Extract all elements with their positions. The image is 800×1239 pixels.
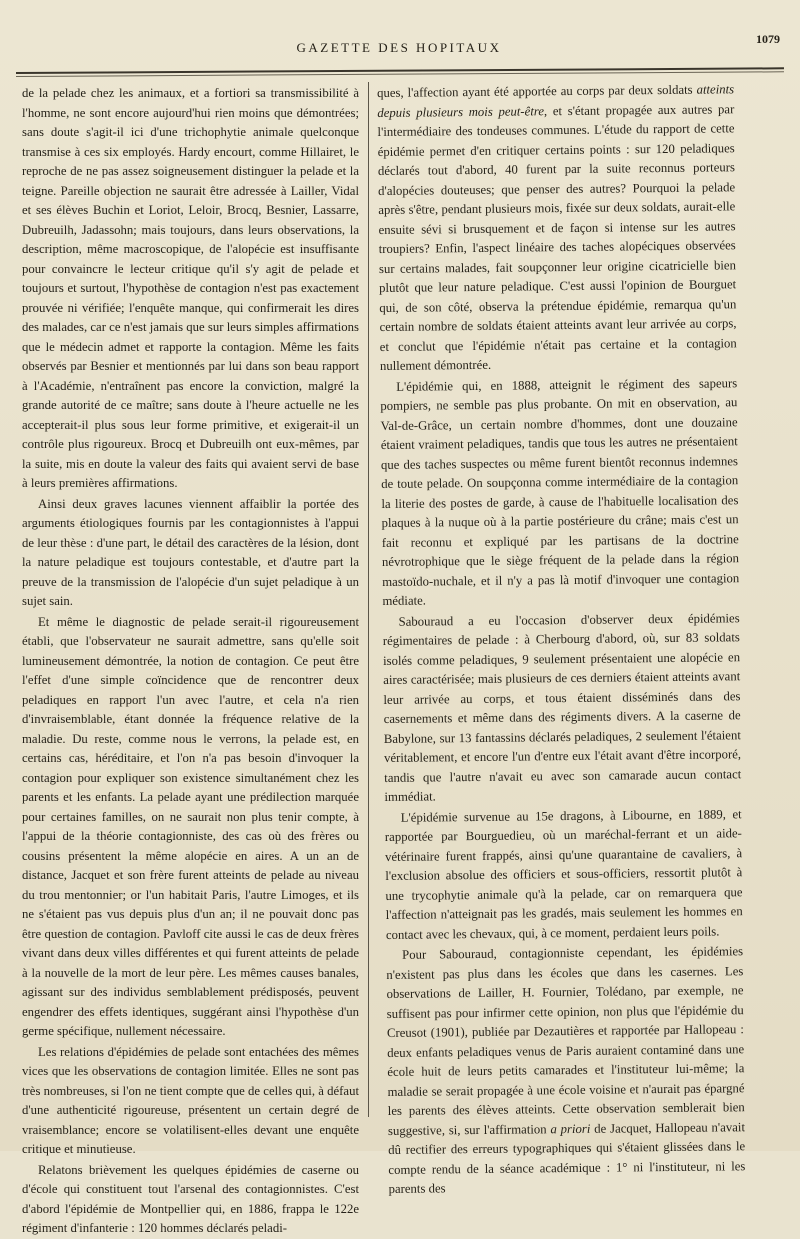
paragraph — [386, 942, 746, 1199]
paragraph: Ainsi deux graves lacunes viennent affaiblir la portée des arguments étiologiques fournis par les contagionnistes à l'appui de leur thèse : d'une part, le détail des caractères de la lésion, dont la nature peladique est toujours contestable, et d'autre part la preuve de la transmission de l'alopécie d'un sujet peladique à un sujet sain. — [22, 496, 359, 608]
italic-text: a priori — [550, 1121, 591, 1136]
running-title: GAZETTE DES HOPITAUX — [296, 40, 502, 55]
paragraph: Les relations d'épidémies de pelade sont entachées des mêmes vices que les observations de contagion limitée. Elles ne sont pas très nombreuses, si l'on ne tient compte que de celles qui, à défaut d'une authenticité rigoureuse, présentent un certain degré de vraisemblance; encore se volatilisent-elles devant une enquête critique et minutieuse. — [22, 1044, 359, 1156]
text-run: Pour Sabouraud, contagionniste cependant, les épidémies n'existent pas plus dans les écoles que dans les casernes. Les observations de Lailler, H. Fournier, Tolédano, par exemple, ne suffisent pas pour infirmer cette opinion, non plus que l'épidémie du Creusot (1901), publiée par Dezautières et rapportée par Hallopeau : deux enfants peladiques venus de Paris auraient contaminé dans une école huit de leurs petits camarades et l'instituteur lui-même; la maladie se serait propagée à une école voisine et n'aurait pas épargné les parents des élèves atteints. Cette observation semblerait bien suggestive, si, sur l'affirmation — [386, 944, 745, 1138]
text-run: , et s'étant propagée aux autres par l'intermédiaire des tondeuses communes. L'étude du rapport de cette épidémie permet d'en critiquer certains points : sur 120 peladiques déclarés tout d'abord, 40 furent par la suite reconnus porteurs d'alopécies douteuses; que penser des autres? Pourquoi la pelade après s'être, pendant plusieurs mois, fixée sur deux soldats, aurait-elle ensuite sévi si brusquement et de façon si intense sur les autres troupiers? Enfin, l'aspect linéaire des taches alopéciques observées sur certains malades, fait soupçonner leur origine cicatricielle bien plutôt que leur nature peladique. C'est aussi l'opinion de Bourguet qui, de son côté, observa la prétendue épidémie, remarqua qu'un certain nombre de soldats étaient atteints avant leur arrivée au corps, et conclut que l'épidémie n'était pas certaine et la contagion nullement démontrée. — [377, 101, 737, 373]
paragraph: L'épidémie qui, en 1888, atteignit le régiment des sapeurs pompiers, ne semble pas plus probante. On mit en observation, au Val-de-Grâce, un certain nombre d'hommes, dont une douzaine étaient vraiment peladiques, tandis que tous les autres ne présentaient que des taches suspectes ou même furent bientôt reconnus indemnes de toute pelade. On soupçonna comme intermédiaire de la contagion la literie des postes de garde, à cause de l'habituelle localisation des plaques à la nuque où à la partie postérieure du crâne; mais c'est un fait reconnu et expliqué par les partisans de la doctrine névrotrophique que le siège fréquent de la pelade dans la région mastoïdo-nuchale, et il n'y a pas là motif d'invoquer une contagion médiate. — [380, 375, 740, 608]
text-run: ques, l'affection ayant été apportée au corps par deux soldats — [377, 82, 697, 100]
right-column — [377, 80, 746, 1199]
paragraph — [377, 80, 737, 376]
italic-text: atteints depuis plusieurs mois peut-être — [377, 82, 735, 120]
paragraph: L'épidémie survenue au 15e dragons, à Libourne, en 1889, et rapportée par Bourguedieu, où un maréchal-ferrant et un aide-vétérinaire furent frappés, ainsi qu'une quarantaine de cavaliers, à l'exclusion absolue des officiers et sous-officiers, ressortit plutôt à une trycophytie animale qu'à la pelade, car on remarquera que l'affection n'atteignait pas les gradés, mais seulement les hommes en contact avec les chevaux, qui, à ce moment, perdaient leurs poils. — [384, 806, 743, 942]
left-column — [22, 84, 359, 1239]
paragraph: Relatons brièvement les quelques épidémies de caserne ou d'école qui constituent tout l'arsenal des contagionnistes. C'est d'abord l'épidémie de Montpellier qui, en 1886, frappa le 122e régiment d'infanterie : 120 hommes déclarés peladi- — [22, 1162, 359, 1235]
paragraph: de la pelade chez les animaux, et a fortiori sa transmissibilité à l'homme, ne sont encore aujourd'hui rien moins que démontrées; sans doute s'agit-il ici d'une trichophytie animale quelconque transmise à ces six employés. Hardy encourt, comme Hillairet, le reproche de ne pas assez soigneusement distinguer la pelade et la teigne. Pareille objection ne saurait être adressée à Lailler, Vidal et ses élèves Buchin et Loriot, Leloir, Brocq, Besnier, Lassarre, Dubreuilh, Jadassohn; mais toujours, dans leurs observations, la description, même macroscopique, de l'alopécie est insuffisante pour convaincre le lecteur critique qu'il s'y agit de pelade et toujours et surtout, l'hypothèse de contagion n'est pas exactement prouvée ni vérifiée; l'enquête manque, qui confirmerait les dires des malades, car ce n'est jamais que sur leurs simples affirmations que le médecin admet et rapporte la contagion. Même les faits observés par Besnier et mentionnés par lui dans son beau rapport à l'Académie, n'entraînent pas encore la conviction, malgré la grande autorité de ce maître; sans doute à l'heure actuelle ne les accepterait-il plus sous leur forme primitive, et exigerait-il un contrôle plus rigoureux. Brocq et Dubreuilh ont eux-mêmes, par la suite, mis en doute la valeur des faits qui avaient servi de base à leurs premières affirmations. — [22, 86, 359, 490]
paragraph: Sabouraud a eu l'occasion d'observer deux épidémies régimentaires de pelade : à Cherbourg d'abord, où, sur 83 soldats isolés comme peladiques, 9 seulement présentaient une alopécie en aires caractérisée; mais plusieurs de ces derniers étaient atteints avant leur arrivée au corps, et tous étaient disséminés dans des casernements et même dans des régiments divers. A la caserne de Babylone, sur 13 fantassins déclarés peladiques, 2 seulement l'étaient véritablement, et encore l'un d'entre eux l'était avant d'être incorporé, tandis que l'autre n'avait eu avec son camarade aucun contact immédiat. — [382, 610, 742, 804]
text-run: de Jacquet, Hallopeau n'avait dû rectifier des erreurs typographiques qui s'étaient glissées dans le compte rendu de la séance académique : 1° ni l'instituteur, ni les parents des — [388, 1119, 746, 1196]
column-divider — [368, 82, 369, 1117]
page-number: 1079 — [756, 32, 780, 46]
paragraph: Et même le diagnostic de pelade serait-il rigoureusement établi, que l'observateur ne saurait admettre, sans qu'elle soit lumineusement démontrée, la notion de contagion. Ce peut être l'effet d'une simple coïncidence que de rencontrer deux peladiques en rapport l'un avec l'autre, et cela n'a rien d'invraisemblable, étant donnée la fréquence relative de la maladie. Du reste, comme nous le verrons, la pelade est, en certains cas, héréditaire, et l'on n'a pas besoin d'invoquer la contagion pour expliquer son existence simultanément chez les parents et les enfants. La pelade ayant une prédilection marquée pour certaines familles, on ne saurait non plus tenir compte, à l'appui de la théorie contagionniste, des cas où des frères ou cousins présentent la même alopécie en aires. A un an de distance, Jacquet et son frère furent atteints de pelade au niveau du trou mentonnier; or l'un habitait Paris, l'autre Limoges, et ils ne s'étaient pas vus depuis plus d'un an; il ne pouvait donc pas être question de contagion. Pavloff cite aussi le cas de deux frères vivant dans deux villes différentes et qui furent atteints de pelade à la nouvelle de la mort de leur père. Les mêmes causes banales, agissant sur des individus semblablement prédisposés, peuvent engendrer des effets identiques, suggérant ainsi l'hypothèse d'un germe spécifique, nullement nécessaire. — [22, 614, 359, 1038]
page-header — [18, 30, 780, 60]
